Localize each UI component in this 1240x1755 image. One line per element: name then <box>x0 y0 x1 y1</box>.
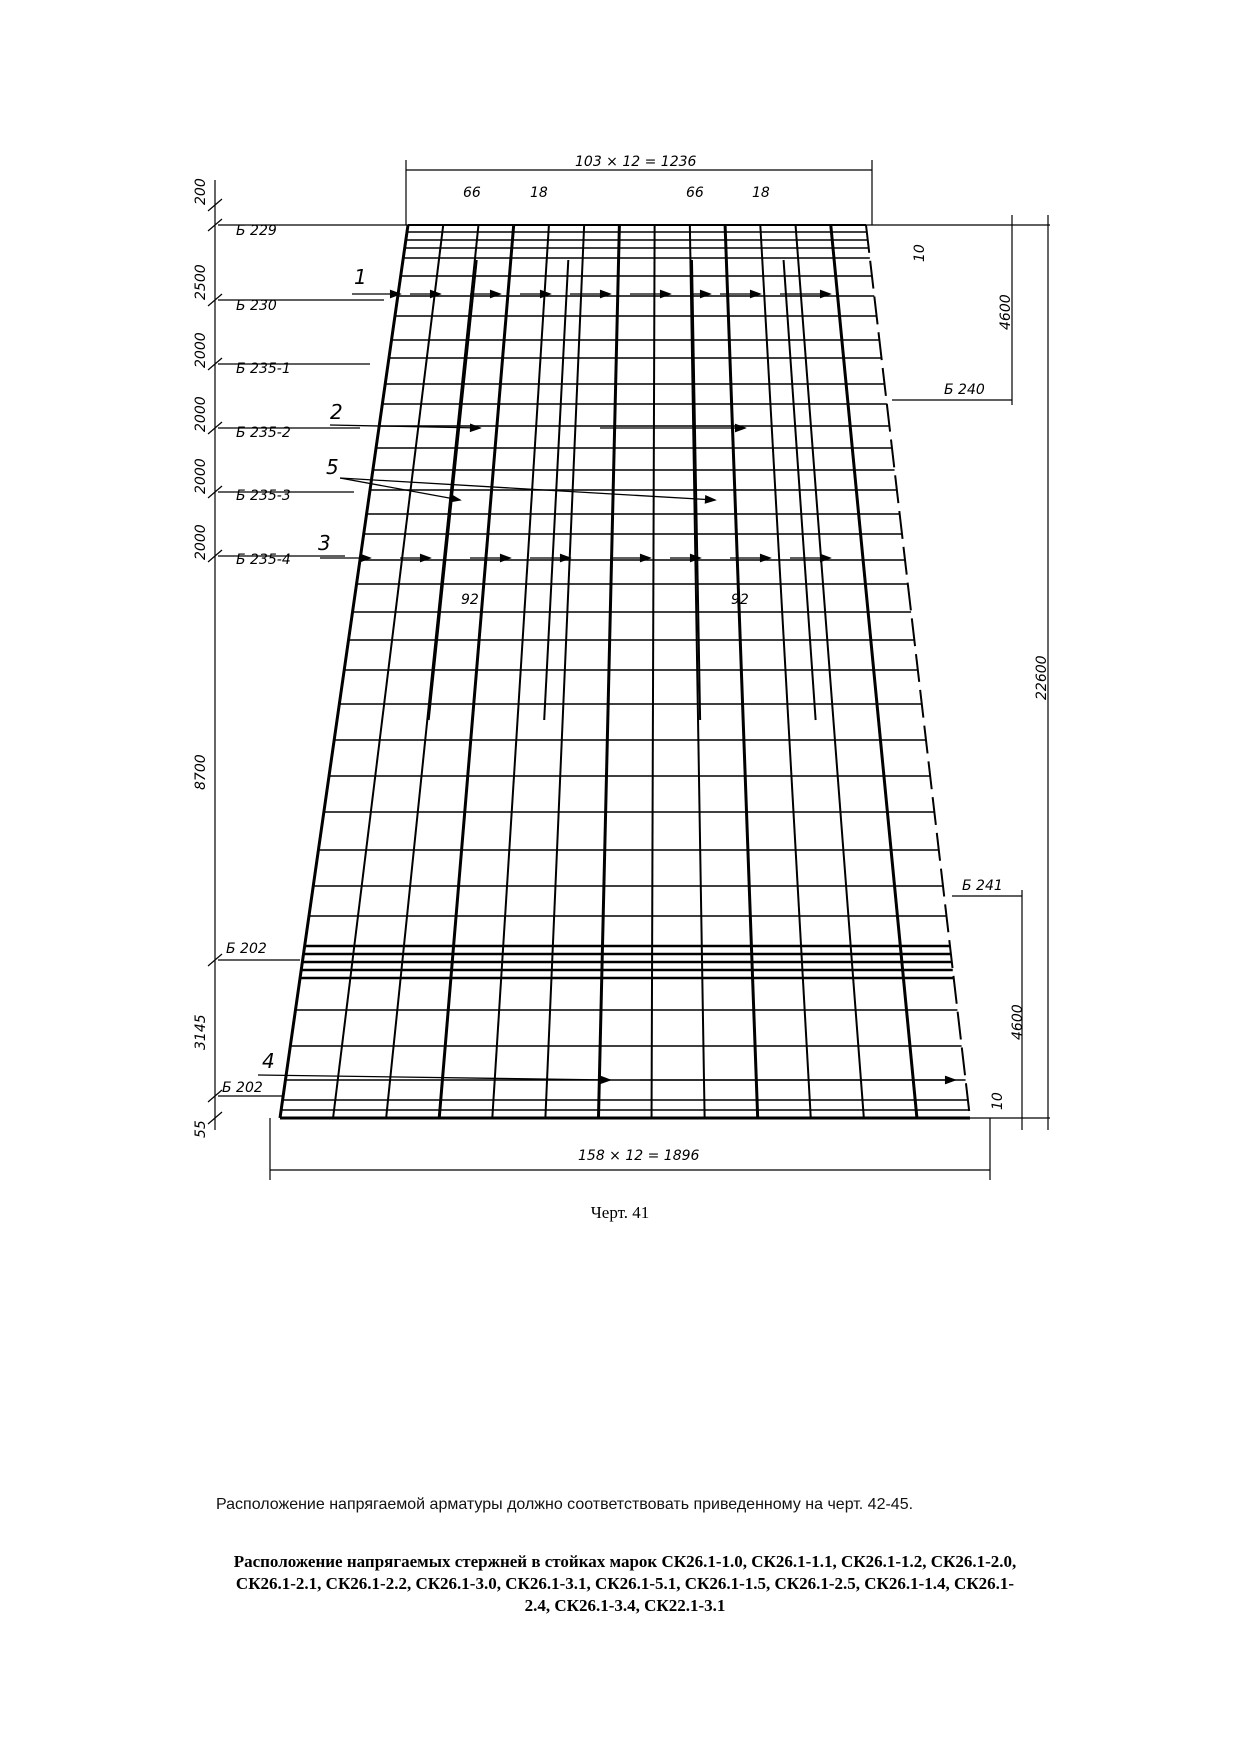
mark-b241: Б 241 <box>962 878 1003 894</box>
mark-b235-3: Б 235-3 <box>236 488 291 504</box>
callout-2: 2 <box>330 400 343 424</box>
longitudinal-bar <box>492 225 549 1118</box>
right-dim-4600-bottom: 4600 <box>1010 1004 1026 1040</box>
longitudinal-bar <box>725 225 758 1118</box>
left-dim-2000-a: 2000 <box>193 332 209 368</box>
longitudinal-bar <box>831 225 917 1118</box>
left-dim-8700: 8700 <box>193 754 209 790</box>
reinforcement-grid <box>280 225 970 1118</box>
longitudinal-bar <box>652 225 655 1118</box>
top-width-label: 103 × 12 = 1236 <box>575 154 697 170</box>
right-dim-10-top: 10 <box>912 244 928 262</box>
left-dim-3145: 3145 <box>193 1014 209 1050</box>
bottom-width-label: 158 × 12 = 1896 <box>578 1148 700 1164</box>
left-dim-2500: 2500 <box>193 264 209 300</box>
left-dim-55: 55 <box>193 1120 209 1138</box>
mark-b235-4: Б 235-4 <box>236 552 291 568</box>
longitudinal-bar <box>760 225 810 1118</box>
outline-right-edge <box>866 225 970 1118</box>
arrow-shaft <box>340 478 715 500</box>
mark-b235-1: Б 235-1 <box>236 361 291 377</box>
left-dim-2000-b: 2000 <box>193 396 209 432</box>
callout-5: 5 <box>326 455 339 479</box>
callout-4: 4 <box>262 1049 275 1073</box>
longitudinal-bar <box>439 225 513 1118</box>
spacing-label-66-right: 66 <box>686 185 704 201</box>
mark-b229: Б 229 <box>236 223 277 239</box>
figure-caption: Черт. 41 <box>590 1203 650 1222</box>
mark-b230: Б 230 <box>236 298 277 314</box>
mark-b235-2: Б 235-2 <box>236 425 291 441</box>
callout-arrows <box>258 291 955 1084</box>
body-paragraph: Расположение напрягаемой арматуры должно соответствовать приведенному на черт. 42-45. <box>216 1496 914 1513</box>
arrow-head <box>946 1077 955 1084</box>
callout-3: 3 <box>318 531 331 555</box>
mark-b202-lower: Б 202 <box>222 1080 263 1096</box>
left-dim-200: 200 <box>193 178 209 205</box>
arrow-head <box>601 1076 610 1083</box>
arrow-head <box>705 496 715 503</box>
longitudinal-bar <box>386 225 478 1118</box>
longitudinal-bar <box>796 225 864 1118</box>
mark-b240: Б 240 <box>944 382 985 398</box>
spacing-label-18-right: 18 <box>752 185 770 201</box>
spacing-label-66-left: 66 <box>463 185 481 201</box>
spacing-label-18-left: 18 <box>530 185 548 201</box>
left-dim-2000-d: 2000 <box>193 524 209 560</box>
left-dim-2000-c: 2000 <box>193 458 209 494</box>
pitch-label-right: 92 <box>731 592 749 608</box>
longitudinal-bar <box>545 225 584 1118</box>
right-dim-4600-top: 4600 <box>998 294 1014 330</box>
right-dim-10-bottom: 10 <box>990 1092 1006 1110</box>
section-heading: Расположение напрягаемых стержней в стойках марок СК26.1-1.0, СК26.1-1.1, СК26.1-1.2, СК26.1-2.0, СК26.1-2.1, СК26.1-2.2, СК26.1-3.0, СК26.1-3.1, СК26.1-5.1, СК26.1-1.5, СК26.1-2.5, СК26.1-1.4, СК26.1-2.4, СК26.1-3.4, СК22.1-3.1 <box>233 1552 1017 1615</box>
pitch-label-left: 92 <box>461 592 479 608</box>
right-dim-22600: 22600 <box>1034 655 1050 700</box>
arrow-head <box>450 495 460 502</box>
mark-b202-upper: Б 202 <box>226 941 267 957</box>
longitudinal-bar <box>690 225 705 1118</box>
callout-1: 1 <box>354 265 367 289</box>
longitudinal-bar <box>598 225 619 1118</box>
